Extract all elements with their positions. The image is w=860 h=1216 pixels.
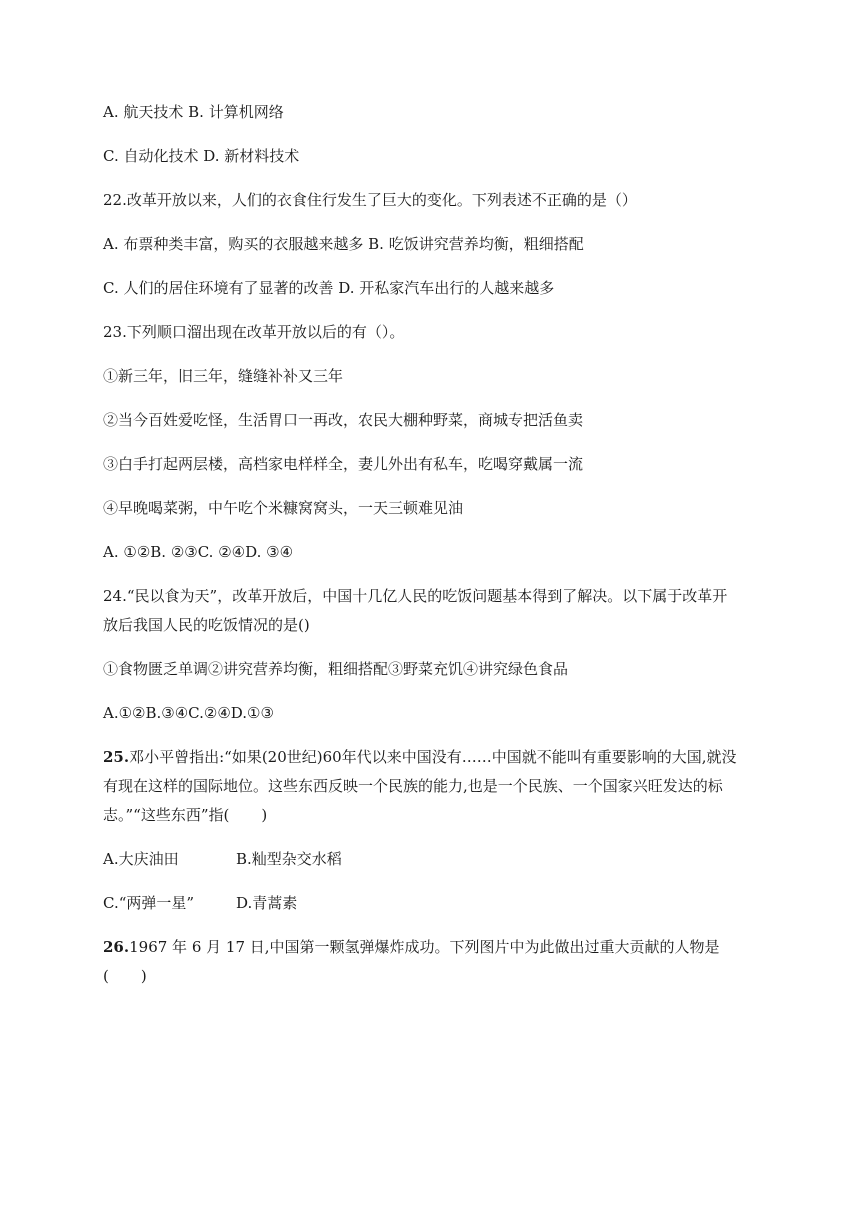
q25-option-d: D.青蒿素 — [236, 894, 298, 912]
question-25-line-1 — [103, 747, 736, 767]
q25-number: 25. — [103, 748, 130, 766]
q23-item-4: ④早晚喝菜粥，中午吃个米糠窝窝头，一天三顿难见油 — [103, 499, 464, 517]
question-25-line-3 — [103, 805, 267, 825]
question-24-line-2: 放后我国人民的吃饭情况的是() — [103, 616, 310, 634]
q26-number: 26. — [103, 938, 130, 956]
q25-options-cd — [103, 893, 297, 913]
question-26-line-1 — [103, 937, 720, 957]
q25-option-a: A.大庆油田 — [103, 850, 179, 868]
q23-item-1: ①新三年，旧三年，缝缝补补又三年 — [103, 367, 344, 385]
q25-option-c: C.“两弹一星” — [103, 894, 195, 912]
question-23: 23.下列顺口溜出现在改革开放以后的有（）。 — [103, 323, 405, 341]
q25-text-1: 邓小平曾指出:“如果(20世纪)60年代以来中国没有……中国就不能叫有重要影响的大国,就没 — [129, 748, 737, 766]
q25-text-3: 志。”“这些东西”指( — [103, 806, 230, 824]
q24-items: ①食物匮乏单调②讲究营养均衡，粗细搭配③野菜充饥④讲究绿色食品 — [103, 660, 569, 678]
q25-options-ab — [103, 849, 342, 869]
q23-item-2: ②当今百姓爱吃怪，生活胃口一再改，农民大棚种野菜，商城专把活鱼卖 — [103, 411, 584, 429]
q23-options: A. ①②B. ②③C. ②④D. ③④ — [103, 543, 294, 561]
q26-paren-close: ) — [140, 967, 147, 985]
q26-paren-open: ( — [103, 967, 109, 985]
question-26-line-2 — [103, 966, 147, 986]
q26-text-1: 1967 年 6 月 17 日,中国第一颗氢弹爆炸成功。下列图片中为此做出过重大贡献的人物是 — [129, 938, 720, 956]
q22-options-cd: C. 人们的居住环境有了显著的改善 D. 开私家汽车出行的人越来越多 — [103, 279, 555, 297]
q21-options-cd: C. 自动化技术 D. 新材料技术 — [103, 147, 300, 165]
q22-options-ab: A. 布票种类丰富，购买的衣服越来越多 B. 吃饭讲究营养均衡，粗细搭配 — [103, 235, 584, 253]
question-22: 22.改革开放以来，人们的衣食住行发生了巨大的变化。下列表述不正确的是（） — [103, 191, 637, 209]
q25-paren-close: ) — [261, 806, 268, 824]
q25-option-b: B.籼型杂交水稻 — [236, 850, 342, 868]
q21-options-ab: A. 航天技术 B. 计算机网络 — [103, 103, 284, 121]
question-25-line-2: 有现在这样的国际地位。这些东西反映一个民族的能力,也是一个民族、一个国家兴旺发达的标 — [103, 777, 723, 795]
q24-options: A.①②B.③④C.②④D.①③ — [103, 704, 274, 722]
q23-item-3: ③白手打起两层楼，高档家电样样全，妻儿外出有私车，吃喝穿戴属一流 — [103, 455, 584, 473]
question-24-line-1: 24.“民以食为天”，改革开放后，中国十几亿人民的吃饭问题基本得到了解决。以下属于改革开 — [103, 587, 728, 605]
